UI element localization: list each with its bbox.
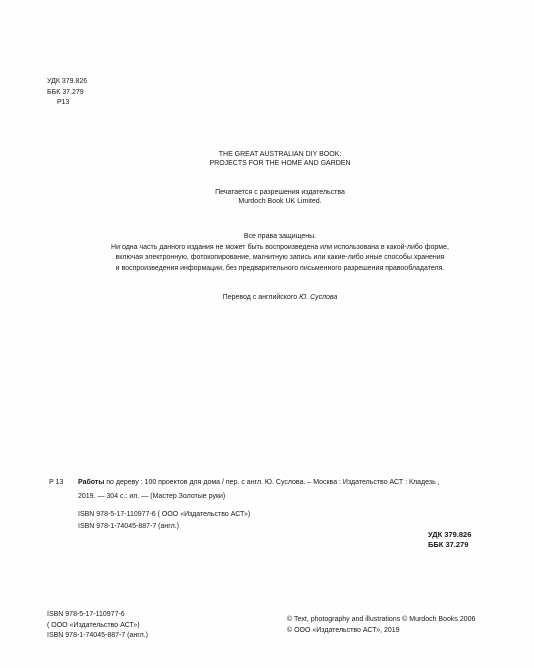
footer-copyright-block [287, 615, 475, 637]
rights-line-3: включая электронную, фотокопирование, магнитную запись или какие-либо иные способы хранения [115, 254, 445, 261]
isbn-english: ISBN 978-1-74045-887-7 (англ.) [78, 523, 180, 530]
bibliographic-line-1-rest: по дереву : 100 проектов для дома / пер. с англ. Ю. Суслова. – Москва : Издательство АСТ : Кладезь , [104, 479, 440, 486]
permission-line-1: Печатается с разрешения издательства [215, 189, 345, 196]
footer-isbn-block [47, 610, 148, 642]
footer-isbn-line-1: ISBN 978-5-17-110977-6 [47, 611, 125, 618]
copyright-line-2: © ООО «Издательство АСТ», 2019 [287, 627, 400, 634]
original-title [140, 150, 420, 168]
udk-code-bold: УДК 379.826 [428, 530, 472, 539]
isbn-russian: ISBN 978-5-17-110977-6 ( ООО «Издательство АСТ») [78, 511, 251, 518]
rights-line-4: и воспроизведения информации, без предварительного письменного разрешения правообладателя. [115, 264, 445, 272]
classification-codes-bold [428, 530, 471, 550]
copyright-line-1: © Text, photography and illustrations © Murdoch Books 2006 [287, 616, 476, 623]
permission-notice [90, 188, 470, 206]
classification-codes [47, 77, 87, 98]
translation-credit [140, 293, 420, 302]
original-title-line-2: PROJECTS FOR THE HOME AND GARDEN [209, 160, 351, 167]
bibliographic-record-line-2: 2019. — 304 с.: ил. — (Мастер Золотые руки) [78, 493, 226, 500]
rights-line-2: Ни одна часть данного издания не может быть воспроизведена или использована в какой-либо форме, [111, 243, 449, 251]
translator-name: Ю. Суслова [299, 294, 338, 301]
translation-prefix: Перевод с английского [222, 294, 300, 301]
rights-reserved-notice [60, 232, 500, 274]
bibliographic-author-mark: Р 13 [49, 479, 64, 486]
footer-isbn-line-3: ISBN 978-1-74045-887-7 (англ.) [47, 632, 149, 639]
udk-code: УДК 379.826 [47, 78, 88, 85]
bibliographic-record-line-1 [78, 478, 440, 487]
rights-line-1: Все права защищены. [243, 233, 317, 240]
author-mark: Р13 [57, 99, 70, 106]
original-title-line-1: THE GREAT AUSTRALIAN DIY BOOK: [218, 151, 342, 158]
permission-line-2: Murdoch Book UK Limited. [238, 198, 322, 205]
bbk-code-bold: ББК 37.279 [428, 540, 469, 549]
bbk-code: ББК 37.279 [47, 88, 84, 96]
book-title-bold: Работы [78, 479, 105, 486]
footer-isbn-line-2: ( ООО «Издательство АСТ») [47, 621, 140, 629]
